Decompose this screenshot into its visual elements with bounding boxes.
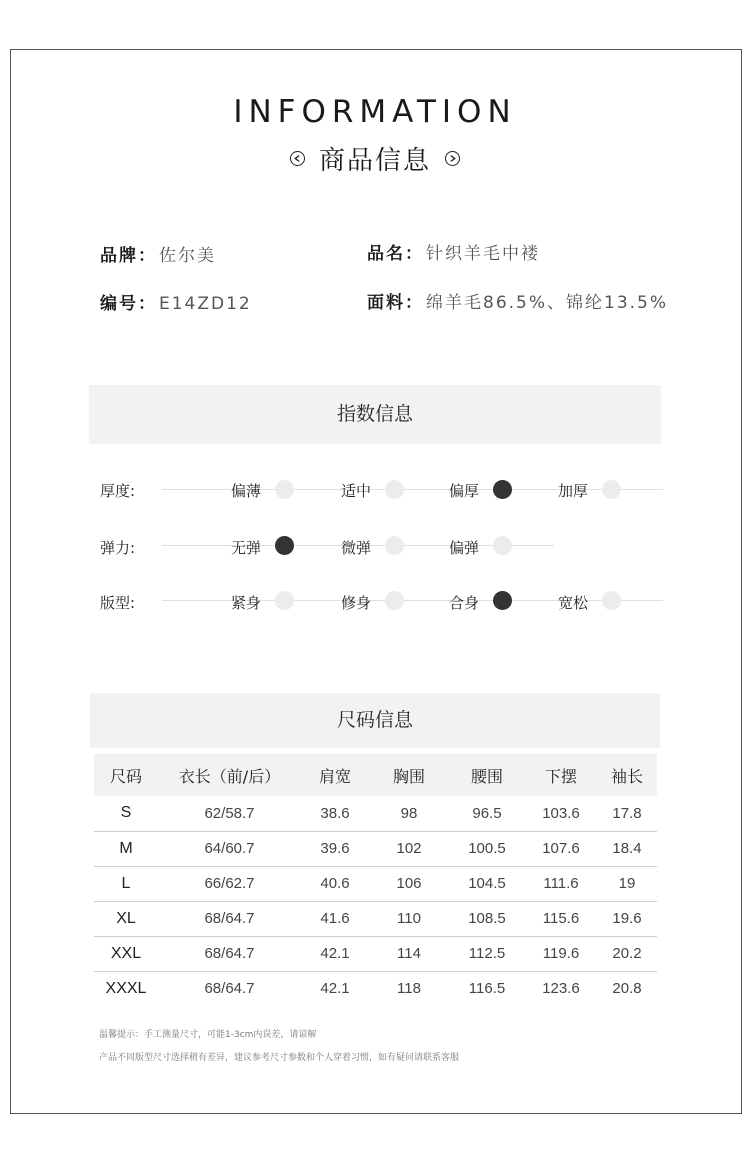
product-name-label: 品名： [367,244,424,264]
table-cell: 119.6 [525,936,597,971]
table-cell: 19.6 [597,901,657,936]
product-name-value: 针织羊毛中褛 [426,244,540,264]
table-cell: 41.6 [301,901,369,936]
table-cell: 38.6 [301,796,369,831]
elasticity-option-label: 微弹 [341,539,372,557]
fit-option-dot [275,591,294,610]
column-header: 衣长（前/后） [158,754,301,796]
code-value: E14ZD12 [159,294,252,314]
table-cell: 112.5 [449,936,525,971]
fit-option-dot [602,591,621,610]
table-cell: 96.5 [449,796,525,831]
product-name-field [367,239,540,264]
table-cell: 39.6 [301,831,369,866]
fit-option-label: 合身 [449,594,480,612]
table-cell: 20.8 [612,980,642,998]
column-header: 尺码 [94,754,158,796]
thickness-option-dot [385,480,404,499]
table-cell: 115.6 [525,901,597,936]
table-cell: 106 [369,866,449,901]
circle-arrow-left-icon [290,151,305,166]
table-cell: 107.6 [525,831,597,866]
table-row [94,796,657,831]
brand-field [100,241,216,266]
fit-option-dot [385,591,404,610]
thickness-option-dot [602,480,621,499]
table-cell: 40.6 [301,866,369,901]
table-cell: 104.5 [449,866,525,901]
title-chinese-row [0,140,750,176]
elasticity-option-label: 偏弹 [449,539,480,557]
elasticity-option-dot [493,536,512,555]
fit-label: 版型: [100,594,136,612]
table-cell: 108.5 [449,901,525,936]
fit-option-label: 宽松 [558,594,589,612]
table-cell: 68/64.7 [158,901,301,936]
column-header: 腰围 [449,754,525,796]
table-cell: 42.1 [320,980,350,998]
column-header: 下摆 [525,754,597,796]
table-cell: S [94,796,158,831]
column-header: 肩宽 [301,754,369,796]
table-cell: 103.6 [525,796,597,831]
table-cell: 64/60.7 [158,831,301,866]
table-cell: 98 [369,796,449,831]
thickness-option-label: 偏厚 [449,482,480,500]
elasticity-option-dot [385,536,404,555]
table-row [94,971,657,1006]
table-cell: L [94,866,158,901]
table-cell: 17.8 [597,796,657,831]
size-table-header-row [94,754,657,796]
size-section-header: 尺码信息 [90,693,660,748]
table-cell: XL [94,901,158,936]
table-cell: 68/64.7 [204,980,255,998]
table-cell: 62/58.7 [158,796,301,831]
brand-label: 品牌： [100,246,157,266]
fit-option-label: 紧身 [231,594,262,612]
thickness-option-dot-selected [493,480,512,499]
code-label: 编号： [100,294,157,314]
table-row [94,831,657,866]
table-cell: 68/64.7 [158,936,301,971]
table-cell: 100.5 [449,831,525,866]
table-cell: 123.6 [542,980,580,998]
table-cell: 18.4 [597,831,657,866]
fit-option-label: 修身 [341,594,372,612]
thickness-option-label: 偏薄 [231,482,262,500]
table-cell: 19 [597,866,657,901]
index-section-header: 指数信息 [89,385,661,444]
column-header: 胸围 [369,754,449,796]
thickness-label: 厚度: [100,482,136,500]
table-cell: 110 [369,901,449,936]
circle-arrow-right-icon [445,151,460,166]
table-cell: 118 [397,980,421,998]
fabric-value: 绵羊毛86.5%、锦纶13.5% [426,293,669,313]
table-cell: 102 [369,831,449,866]
table-cell: XXL [94,936,158,971]
table-row [94,901,657,936]
table-cell: M [94,831,158,866]
fabric-label: 面料： [367,293,424,313]
code-field [100,289,252,314]
table-cell: 111.6 [525,866,597,901]
thickness-option-label: 加厚 [558,482,589,500]
elasticity-option-label: 无弹 [231,539,262,557]
table-cell: XXXL [105,979,147,997]
size-table [94,754,657,1006]
table-row [94,866,657,901]
table-cell: 116.5 [468,980,506,998]
note-size-advice: 产品不同版型尺寸选择稍有差异，建议参考尺寸参数和个人穿着习惯，如有疑问请联系客服 [99,1053,460,1063]
table-cell: 42.1 [301,936,369,971]
thickness-option-label: 适中 [341,482,372,500]
brand-value: 佐尔美 [159,246,216,266]
fit-option-dot-selected [493,591,512,610]
table-row [94,936,657,971]
elasticity-option-dot-selected [275,536,294,555]
table-cell: 114 [369,936,449,971]
column-header: 袖长 [597,754,657,796]
elasticity-label: 弹力: [100,539,136,557]
title-english: INFORMATION [233,94,517,130]
note-measurement: 温馨提示：手工测量尺寸，可能1-3cm内误差，请谅解 [99,1030,317,1040]
thickness-option-dot [275,480,294,499]
title-chinese: 商品信息 [318,145,431,176]
table-cell: 66/62.7 [158,866,301,901]
fabric-field [367,288,668,313]
table-cell: 20.2 [597,936,657,971]
